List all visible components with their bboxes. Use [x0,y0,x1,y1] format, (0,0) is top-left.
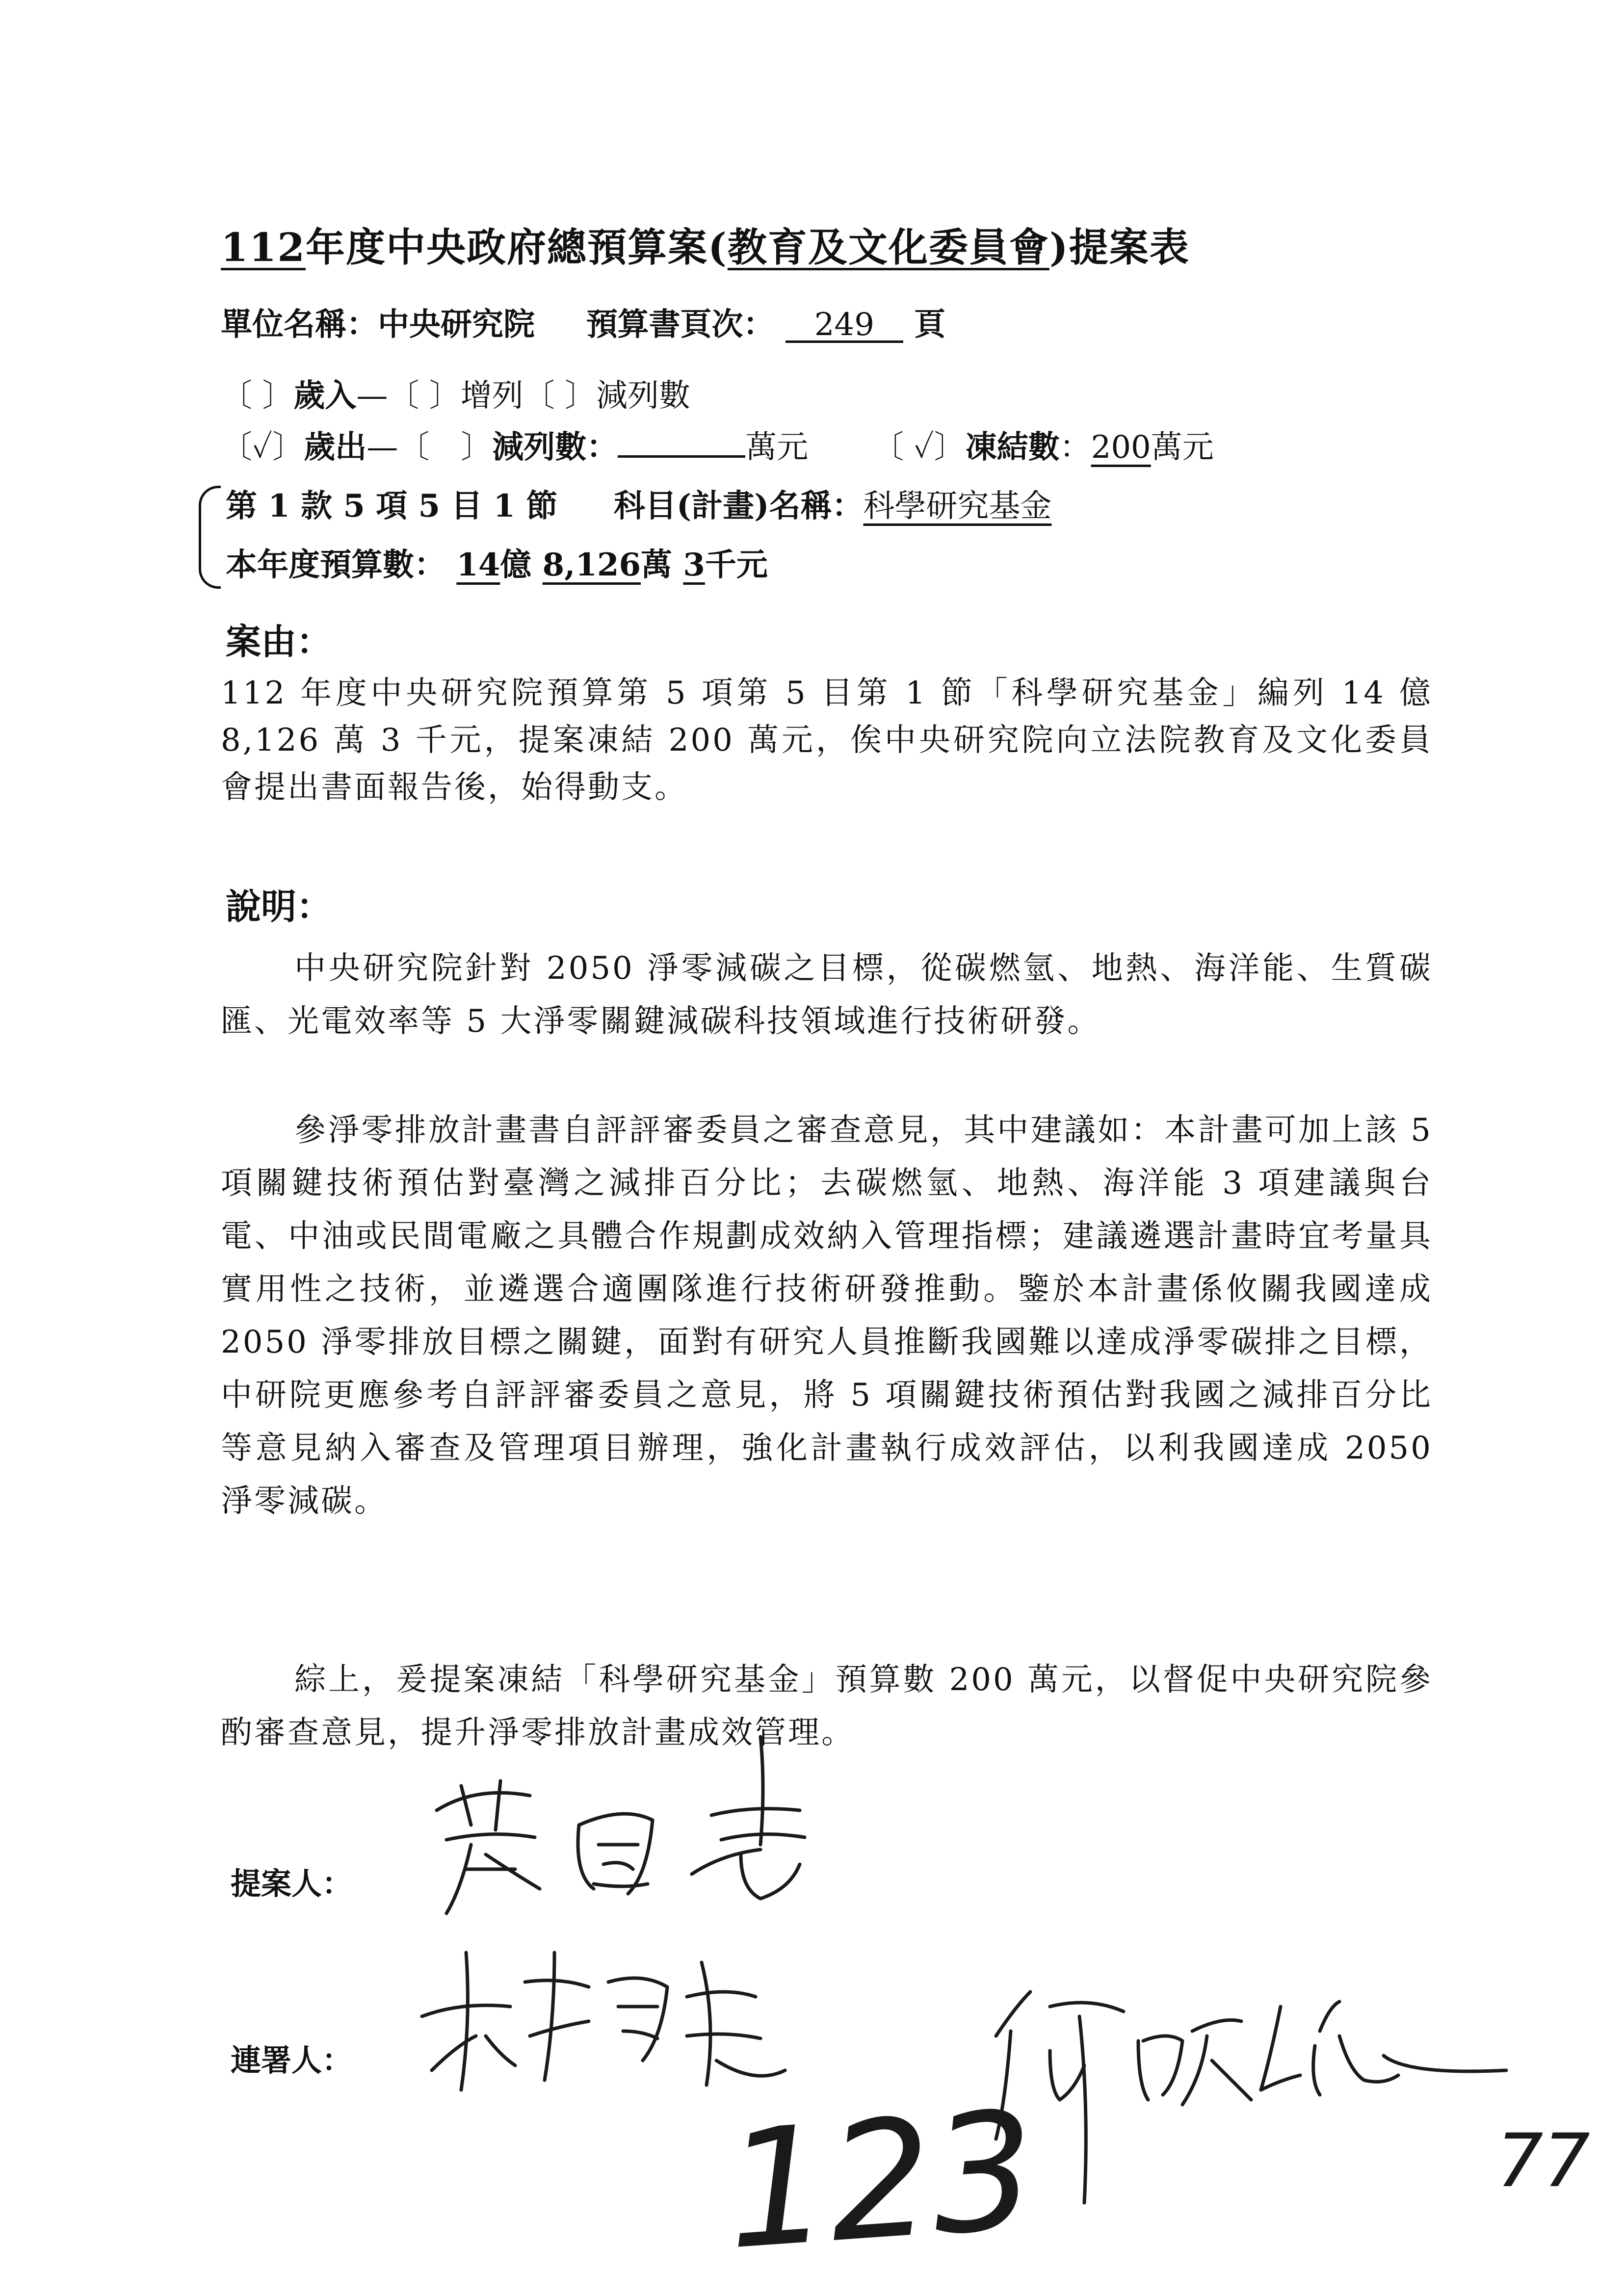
explanation-heading: 說明： [226,886,332,927]
expenditure-label: 歲出 [304,429,367,466]
cosigner-label: 連署人： [231,2042,353,2078]
freeze-value: 200 [1091,429,1151,466]
freeze-checkbox: 〔 ✓〕 [872,429,966,466]
subject-name-value: 科學研究基金 [863,488,1052,524]
expenditure-checkbox: 〔✓〕 [221,429,304,466]
subject-name-label: 科目(計畫)名稱： [613,488,864,524]
handwritten-page-number: 77 [1496,2118,1590,2204]
handwritten-number-center: 123 [720,2076,1042,2286]
reason-heading: 案由： [226,621,332,662]
budget-label: 本年度預算數： [226,547,445,583]
reason-text: 112 年度中央研究院預算第 5 項第 5 目第 1 節「科學研究基金」編列 14 億 8,126 萬 3 千元，提案凍結 200 萬元，俟中央研究院向立法院教育及文化委員會提出書面報告後，始得動支。 [221,675,1433,806]
expenditure-line [221,422,1214,467]
revenue-dash: — [356,378,388,414]
budget-qian-value: 3 [683,547,705,583]
budget-qian-unit: 千元 [705,547,768,583]
title-committee: 教育及文化委員會 [727,224,1049,270]
increase-label: 增列 [460,378,524,414]
unit-label: 單位名稱：中央研究院 [221,306,535,343]
budget-yi-unit: 億 [500,547,532,583]
explanation-paragraph-3: 綜上，爰提案凍結「科學研究基金」預算數 200 萬元，以督促中央研究院參酌審查意見，提升淨零排放計畫成效管理。 [221,1662,1433,1751]
budget-yi-value: 14 [456,547,500,583]
title-part1: 年度中央政府總預算案( [306,224,728,270]
increase-checkbox: 〔 〕 [388,378,461,414]
explanation-paragraph-2: 參淨零排放計畫書自評評審委員之審查意見，其中建議如：本計畫可加上該 5 項關鍵技術預估對臺灣之減排百分比；去碳燃氫、地熱、海洋能 3 項建議與台電、中油或民間電廠之具體合作規劃成效納入管理指標；建議遴選計畫時宜考量具實用性之技術，並遴選合適團隊進行技術研發推動。鑒於本計畫係攸關我國達成 2050 淨零排放目標之關鍵，面對有研究人員推斷我國難以達成淨零碳排之目標，中研院更應參考自評評審委員之意見，將 5 項關鍵技術預估對我國之減排百分比等意見納入審查及管理項目辦理，強化計畫執行成效評估，以利我國達成 2050 淨零減碳。 [221,1112,1433,1519]
budget-line [226,540,768,585]
page-ref-suffix: 頁 [914,306,946,343]
freeze-colon: ： [1059,429,1091,466]
revenue-checkbox: 〔 〕 [221,378,294,414]
subject-line [226,481,1052,526]
cosigner-signature-1 [412,1923,864,2119]
decrease-checkbox: 〔 〕 [523,378,597,414]
decrease-label: 減列數 [596,378,691,414]
budget-wan-value: 8,126 [542,547,641,583]
subject-section: 第 1 款 5 項 5 目 1 節 [226,488,558,524]
title-part2: )提案表 [1049,224,1190,270]
decrease-unit: 萬元 [745,429,809,466]
explanation-paragraph-1: 中央研究院針對 2050 淨零減碳之目標，從碳燃氫、地熱、海洋能、生質碳匯、光電效率等 5 大淨零關鍵減碳科技領域進行技術研發。 [221,950,1433,1040]
title-year: 112 [221,224,306,270]
freeze-unit: 萬元 [1151,429,1214,466]
decrease-amount-value [618,426,745,458]
budget-wan-unit: 萬 [641,547,673,583]
page-ref-value: 249 [786,309,903,343]
page-ref-label: 預算書頁次： [586,306,775,343]
subject-bracket [199,486,221,589]
revenue-line [221,370,690,416]
unit-line [221,299,945,344]
revenue-label: 歲入 [293,377,357,414]
proposer-signature [417,1727,908,1933]
decrease-amount-label: 減列數： [492,429,618,466]
expenditure-dash: —〔 〕 [367,429,493,466]
cosigner-signature-2 [976,1977,1516,2232]
page-title [221,216,1190,272]
freeze-label: 凍結數 [965,429,1060,466]
proposer-label: 提案人： [231,1866,353,1902]
